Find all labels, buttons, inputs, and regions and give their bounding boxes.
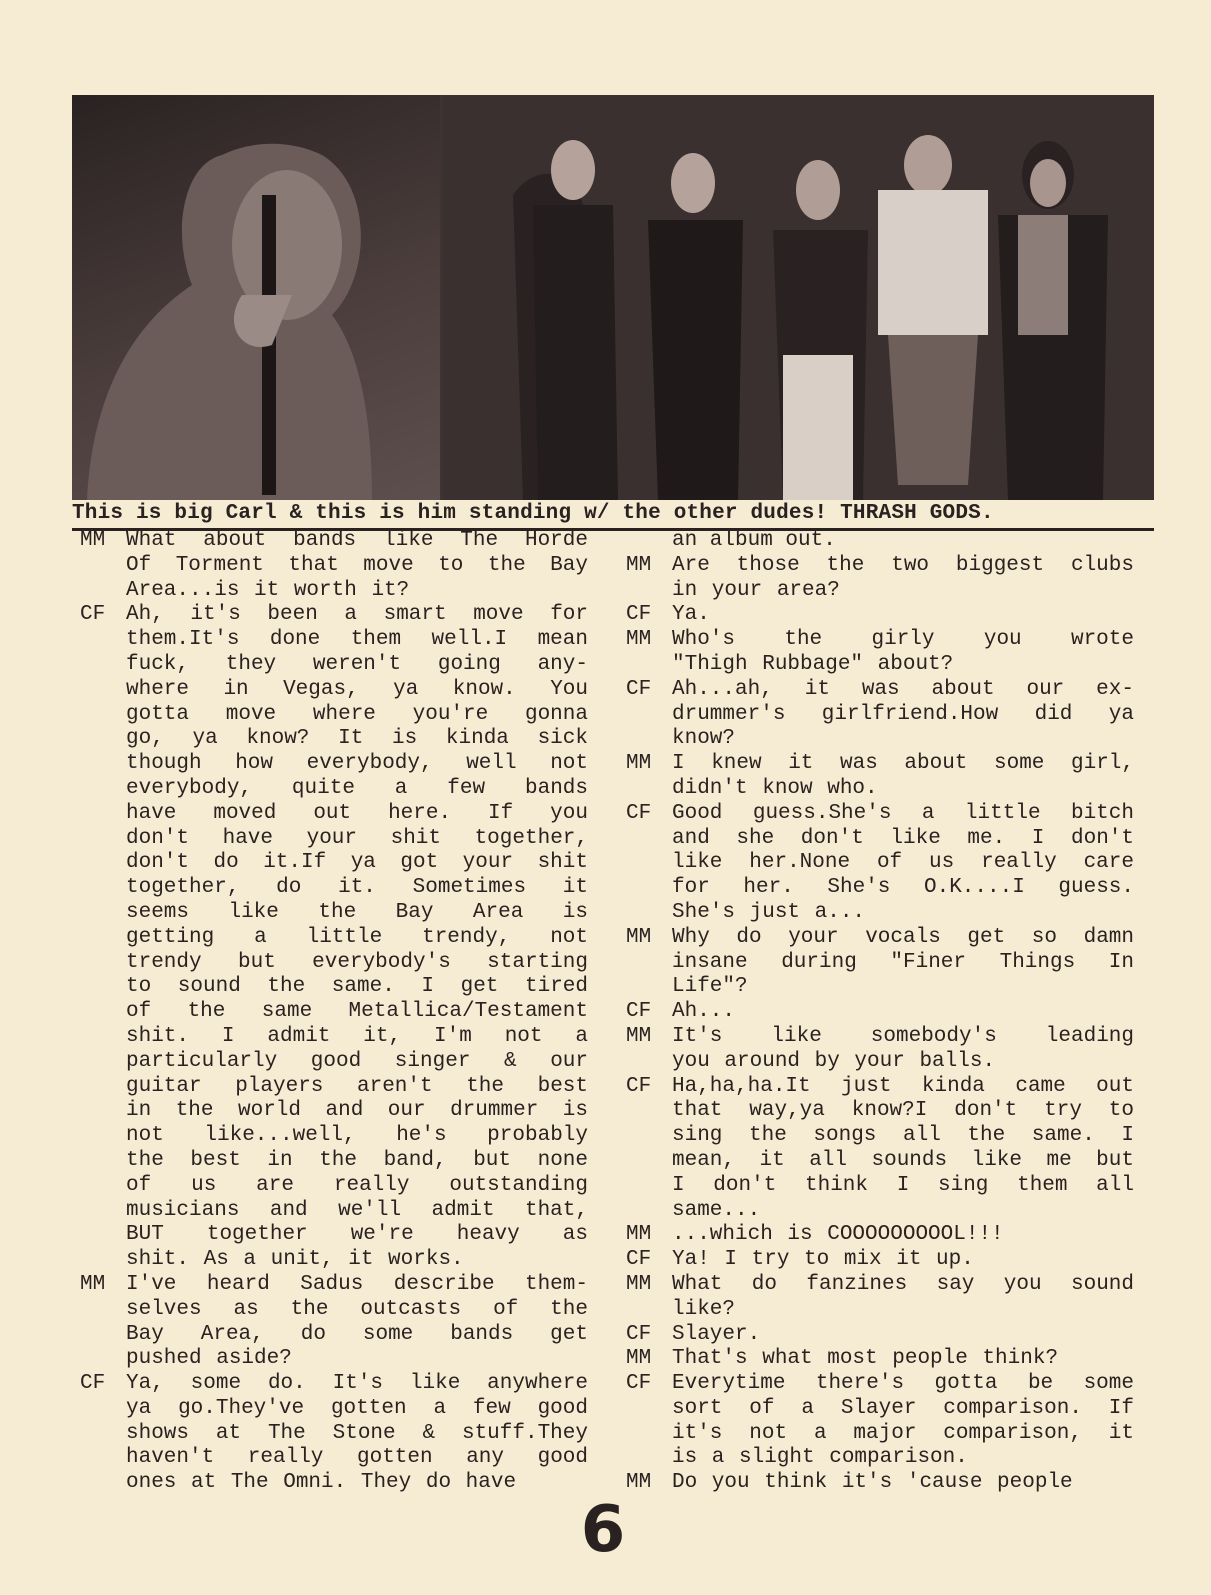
text-line: Ya, some do. It's like anywhere [126, 1372, 588, 1396]
text-line: seems like the Bay Area is [126, 900, 588, 924]
text-line: Who's the girly you wrote [672, 628, 1134, 652]
photo-caption: This is big Carl & this is him standing w/ the other dudes! THRASH GODS. [72, 502, 1154, 531]
text-line: Ah...ah, it was about our ex- [672, 677, 1134, 701]
text-line: She's just a... [672, 900, 866, 924]
speaker-label: CF [626, 1000, 652, 1024]
interview-entry [626, 1323, 1134, 1348]
interview-entry [626, 802, 1134, 926]
speaker-label: CF [80, 1372, 106, 1396]
continuation-line: an album out. [672, 529, 836, 552]
text-line: like? [672, 1297, 736, 1321]
interview-entry [626, 1075, 1134, 1224]
speech-text [672, 554, 1134, 604]
interview-entry [80, 603, 588, 1273]
text-line: What about bands like The Horde [126, 529, 588, 552]
text-line: fuck, they weren't going any- [126, 652, 588, 676]
speaker-label: MM [626, 752, 652, 776]
text-line: I've heard Sadus describe them- [126, 1272, 588, 1296]
text-line: where in Vegas, ya know. You [126, 677, 588, 701]
speech-text [672, 1223, 1134, 1248]
text-line: getting a little trendy, not [126, 925, 588, 949]
text-line: same... [672, 1198, 761, 1222]
text-line: Ah, it's been a smart move for [126, 603, 588, 627]
text-line: guitar players aren't the best [126, 1074, 588, 1098]
text-line: together, do it. Sometimes it [126, 876, 588, 900]
text-line: Area...is it worth it? [126, 578, 410, 602]
speech-text [672, 603, 1134, 628]
text-line: shit. As a unit, it works. [126, 1248, 464, 1272]
text-line: is a slight comparison. [672, 1446, 968, 1470]
text-line: don't do it.If ya got your shit [126, 851, 588, 875]
text-line: don't have your shit together, [126, 826, 588, 850]
text-line: Good guess.She's a little bitch [672, 801, 1134, 825]
speaker-label: MM [626, 628, 652, 652]
singer-photo [72, 95, 440, 500]
interview-entry [626, 628, 1134, 678]
text-line: pushed aside? [126, 1347, 292, 1371]
text-line: in your area? [672, 578, 840, 602]
text-line: What do fanzines say you sound [672, 1272, 1134, 1296]
text-line: particularly good singer & our [126, 1049, 588, 1073]
text-line: BUT together we're heavy as [126, 1223, 588, 1247]
speech-text [672, 926, 1134, 1000]
speech-text [672, 1248, 1134, 1273]
speaker-label: MM [626, 1272, 652, 1296]
speaker-label: MM [626, 925, 652, 949]
interview-entry [626, 926, 1134, 1000]
speech-text [672, 1471, 1134, 1496]
text-line: know? [672, 727, 736, 751]
speaker-label: MM [80, 1272, 106, 1296]
text-line: everybody, quite a few bands [126, 776, 588, 800]
text-line: musicians and we'll admit that, [126, 1198, 588, 1222]
text-line: I knew it was about some girl, [672, 752, 1134, 776]
text-line: that way,ya know?I don't try to [672, 1099, 1134, 1123]
text-line: ...which is COOOOOOOOOL!!! [672, 1223, 1004, 1247]
text-line: to sound the same. I get tired [126, 975, 588, 999]
speaker-label: MM [626, 1347, 652, 1371]
text-line: ones at The Omni. They do have [126, 1471, 517, 1495]
text-line: have moved out here. If you [126, 801, 588, 825]
speech-text [672, 1025, 1134, 1075]
speech-text [672, 1273, 1134, 1323]
text-line: it's not a major comparison, it [672, 1421, 1134, 1445]
speaker-label: CF [626, 677, 652, 701]
speaker-label: CF [626, 1248, 652, 1272]
text-line: shows at The Stone & stuff.They [126, 1421, 588, 1445]
band-silhouettes [443, 95, 1154, 500]
interview-entry [626, 1000, 1134, 1025]
text-line: Life"? [672, 975, 748, 999]
interview-entry [626, 1372, 1134, 1471]
interview-entry [626, 554, 1134, 604]
interview-entry [626, 603, 1134, 628]
speech-text [126, 1273, 588, 1372]
text-line: you around by your balls. [672, 1049, 996, 1073]
speaker-label: CF [626, 1322, 652, 1346]
text-line: the best in the band, but none [126, 1148, 588, 1172]
speaker-label: MM [626, 1024, 652, 1048]
text-line: though how everybody, well not [126, 752, 588, 776]
text-line: Ha,ha,ha.It just kinda came out [672, 1074, 1134, 1098]
text-line: sort of a Slayer comparison. If [672, 1396, 1134, 1420]
speech-text [672, 1323, 1134, 1348]
text-line: Ya! I try to mix it up. [672, 1248, 974, 1272]
speaker-label: CF [80, 603, 106, 627]
text-line: them.It's done them well.I mean [126, 628, 588, 652]
interview-entry [80, 1372, 588, 1496]
text-line: Ah... [672, 1000, 736, 1024]
speech-text [672, 752, 1134, 802]
text-line: Slayer. [672, 1322, 761, 1346]
interview-left-column [80, 529, 588, 1496]
text-line: mean, it all sounds like me but [672, 1148, 1134, 1172]
speech-text [126, 603, 588, 1273]
speaker-label: CF [626, 1372, 652, 1396]
interview-entry [80, 529, 588, 603]
speech-text [672, 678, 1134, 752]
speech-text [672, 1000, 1134, 1025]
interview-entry [626, 678, 1134, 752]
text-line: go, ya know? It is kinda sick [126, 727, 588, 751]
speaker-label: MM [626, 553, 652, 577]
text-line: not like...well, he's probably [126, 1124, 588, 1148]
text-line: shit. I admit it, I'm not a [126, 1024, 588, 1048]
speaker-label: CF [626, 603, 652, 627]
text-line: Of Torment that move to the Bay [126, 553, 588, 577]
text-line: insane during "Finer Things In [672, 950, 1134, 974]
band-photo [443, 95, 1154, 500]
speech-text [672, 628, 1134, 678]
speech-text [672, 1372, 1134, 1471]
interview-entry [626, 1273, 1134, 1323]
text-line: haven't really gotten any good [126, 1446, 588, 1470]
text-line: I don't think I sing them all [672, 1173, 1134, 1197]
text-line: Ya. [672, 603, 710, 627]
text-line: selves as the outcasts of the [126, 1297, 588, 1321]
page-number: 6 [580, 1493, 626, 1567]
interview-entry [626, 1248, 1134, 1273]
photo-strip [72, 95, 1154, 500]
text-line: of us are really outstanding [126, 1173, 588, 1197]
speaker-label: MM [80, 529, 106, 552]
text-line: ya go.They've gotten a few good [126, 1396, 588, 1420]
text-line: gotta move where you're gonna [126, 702, 588, 726]
interview-entry [626, 752, 1134, 802]
text-line: Do you think it's 'cause people [672, 1471, 1073, 1495]
singer-silhouette [72, 95, 440, 500]
text-line: sing the songs all the same. I [672, 1124, 1134, 1148]
text-line: "Thigh Rubbage" about? [672, 652, 954, 676]
interview-entry [626, 1025, 1134, 1075]
text-line: It's like somebody's leading [672, 1024, 1134, 1048]
interview-entry [80, 1273, 588, 1372]
text-line: drummer's girlfriend.How did ya [672, 702, 1134, 726]
speech-text [672, 1347, 1134, 1372]
speaker-label: MM [626, 1223, 652, 1247]
interview-entry [626, 1471, 1134, 1496]
text-line: That's what most people think? [672, 1347, 1059, 1371]
text-line: Are those the two biggest clubs [672, 553, 1134, 577]
text-line: of the same Metallica/Testament [126, 1000, 588, 1024]
text-line: Why do your vocals get so damn [672, 925, 1134, 949]
speaker-label: CF [626, 801, 652, 825]
text-line: and she don't like me. I don't [672, 826, 1134, 850]
speech-text [672, 1075, 1134, 1224]
text-line: didn't know who. [672, 776, 878, 800]
speech-text [126, 529, 588, 603]
interview-entry [626, 1223, 1134, 1248]
speech-text [672, 802, 1134, 926]
text-line: Everytime there's gotta be some [672, 1372, 1134, 1396]
text-line: trendy but everybody's starting [126, 950, 588, 974]
interview-right-column [626, 529, 1134, 1496]
text-line: for her. She's O.K....I guess. [672, 876, 1134, 900]
interview-entry [626, 1347, 1134, 1372]
text-line: in the world and our drummer is [126, 1099, 588, 1123]
text-line: Bay Area, do some bands get [126, 1322, 588, 1346]
speaker-label: MM [626, 1471, 652, 1495]
text-line: like her.None of us really care [672, 851, 1134, 875]
speech-text [126, 1372, 588, 1496]
speaker-label: CF [626, 1074, 652, 1098]
